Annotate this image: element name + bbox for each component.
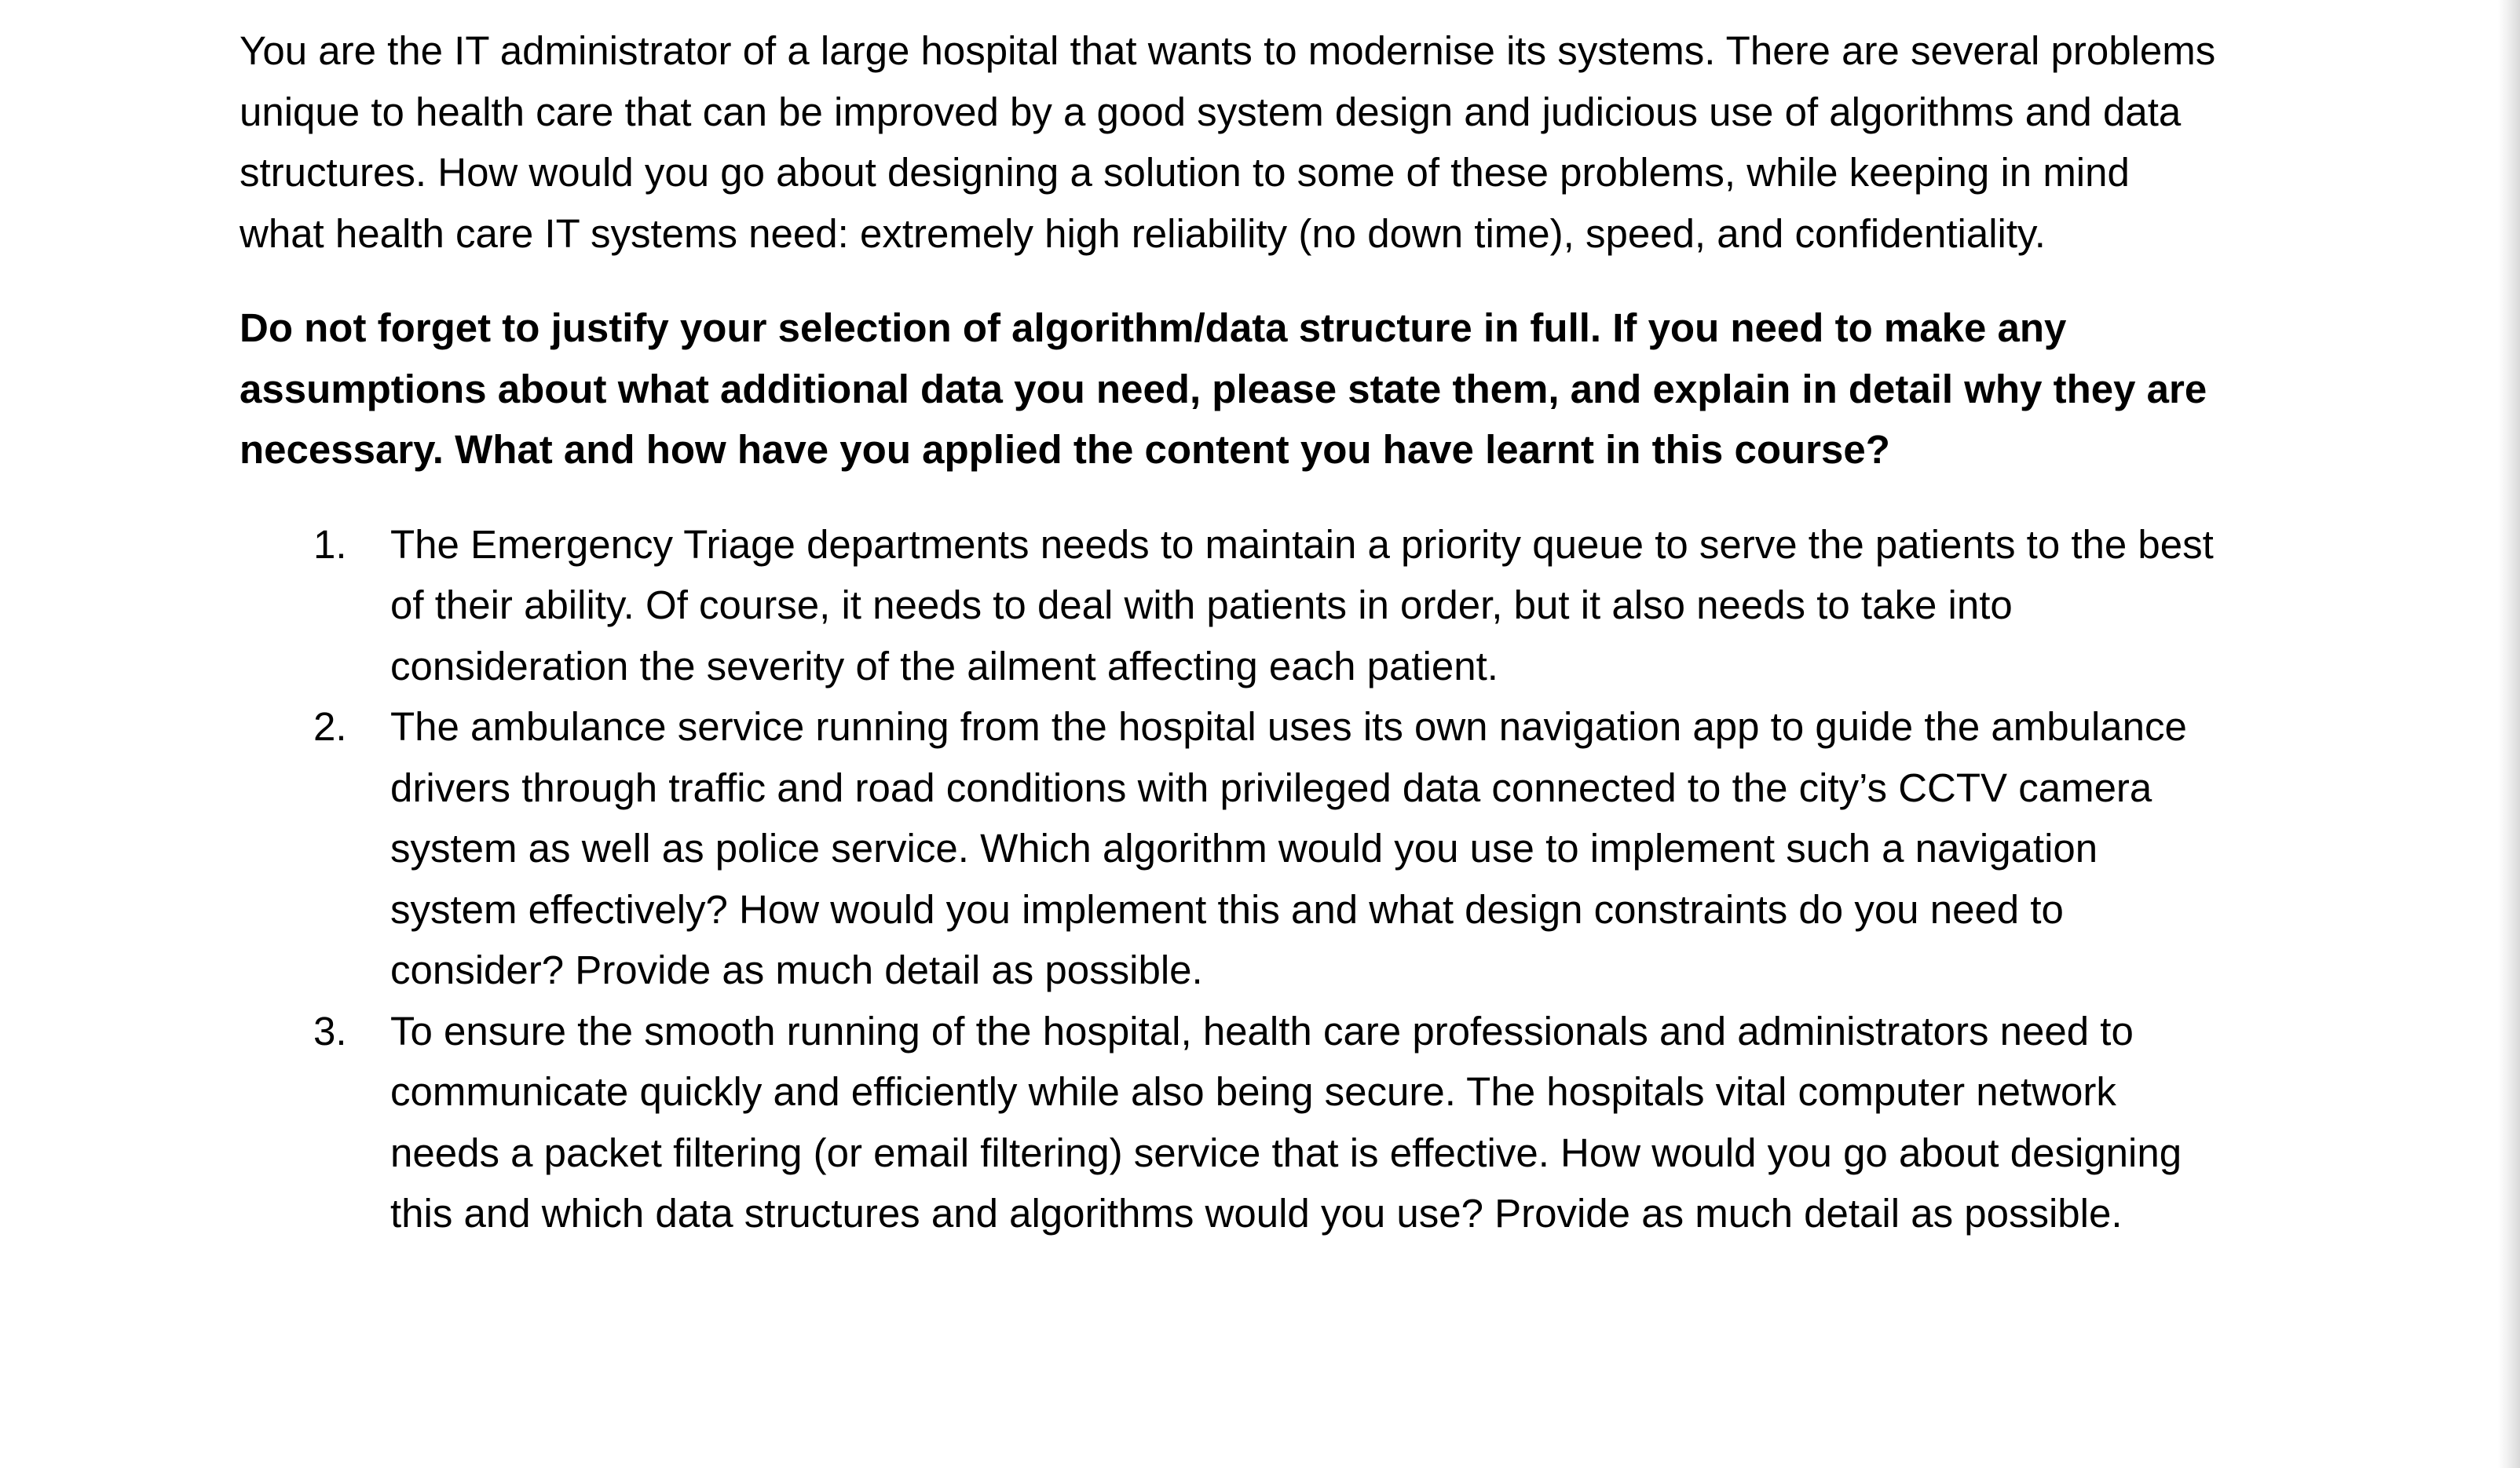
list-item [240,1001,2218,1244]
list-item [240,514,2218,697]
list-item-number: 1. [313,521,347,567]
intro-paragraph: You are the IT administrator of a large hospital that wants to modernise its systems. There are several problems unique to health care that can be improved by a good system design and judicious use of algorithms and data structures. How would you go about designing a solution to some of these problems, while keeping in mind what health care IT systems need: extremely high reliability (no down time), speed, and confidentiality. [240,28,2216,256]
list-item-text: The Emergency Triage departments needs to maintain a priority queue to serve the patients to the best of their ability. Of course, it needs to deal with patients in order, but it also needs to take into consideration the severity of the ailment affecting each patient. [390,521,2214,688]
instructions-paragraph: Do not forget to justify your selection of algorithm/data structure in full. If you need to make any assumptions about what additional data you need, please state them, and explain in detail why they are necessary. What and how have you applied the content you have learnt in this course? [240,305,2207,472]
list-item-text: To ensure the smooth running of the hospital, health care professionals and administrators need to communicate quickly and efficiently while also being secure. The hospitals vital computer network needs a packet filtering (or email filtering) service that is effective. How would you go about designing this and which data structures and algorithms would you use? Provide as much detail as possible. [390,1008,2182,1236]
document-body [240,20,2218,1244]
list-item-number: 2. [313,704,347,749]
page-edge-shadow [2498,0,2520,1468]
question-list [240,514,2218,1244]
list-item [240,696,2218,1001]
list-item-text: The ambulance service running from the hospital uses its own navigation app to guide the ambulance drivers through traffic and road conditions with privileged data connected to the city’s CCTV camera system as well as police service. Which algorithm would you use to implement such a navigation system effectively? How would you implement this and what design constraints do you need to consider? Provide as much detail as possible. [390,704,2187,992]
list-item-number: 3. [313,1008,347,1054]
